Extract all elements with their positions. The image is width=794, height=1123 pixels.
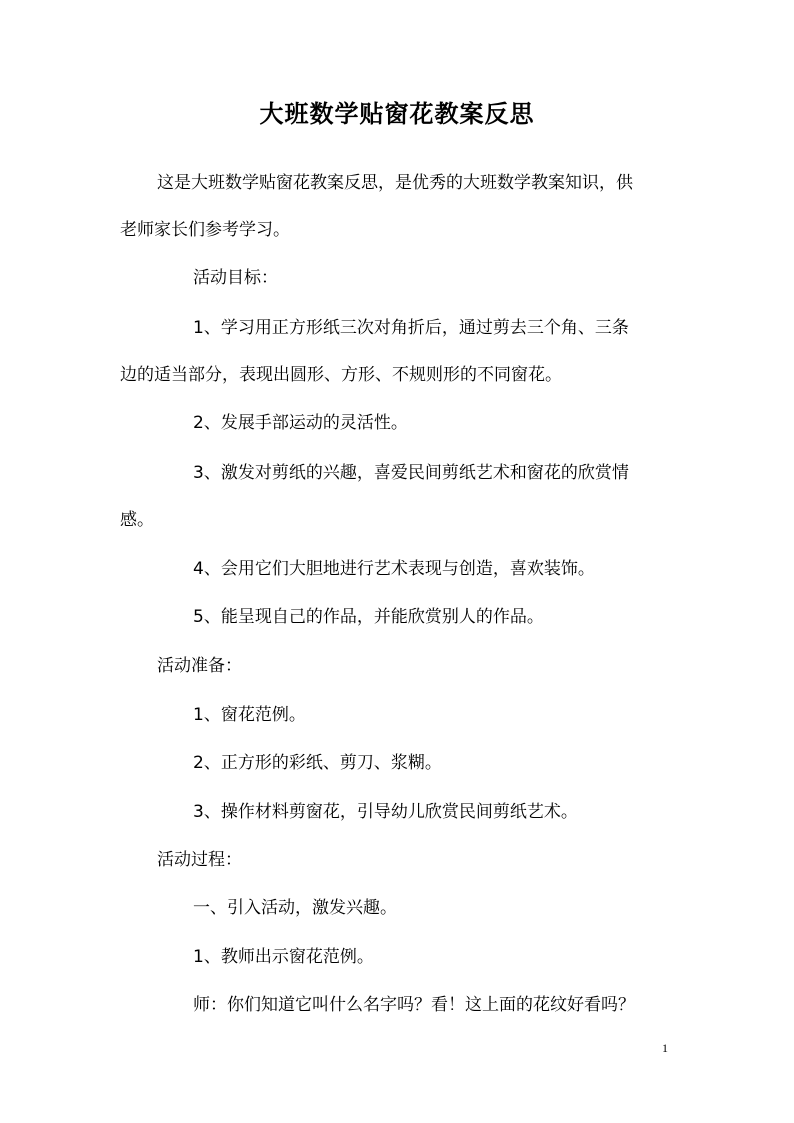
goal-3-line-2: 感。: [120, 510, 154, 530]
goal-1-line-1: 1、学习用正方形纸三次对角折后，通过剪去三个角、三条: [193, 318, 629, 338]
document-title: 大班数学贴窗花教案反思: [259, 100, 535, 128]
page-number: 1: [662, 1041, 668, 1055]
preparation-3: 3、操作材料剪窗花，引导幼儿欣赏民间剪纸艺术。: [193, 802, 578, 822]
preparation-2: 2、正方形的彩纸、剪刀、浆糊。: [193, 753, 442, 773]
goal-2: 2、发展手部运动的灵活性。: [193, 413, 408, 433]
preparation-1: 1、窗花范例。: [193, 705, 306, 725]
goal-5: 5、能呈现自己的作品，并能欣赏别人的作品。: [193, 607, 544, 627]
heading-activity-goals: 活动目标：: [193, 268, 278, 288]
heading-activity-preparation: 活动准备：: [157, 656, 242, 676]
teacher-dialogue: 师：你们知道它叫什么名字吗？看！这上面的花纹好看吗？: [193, 995, 635, 1015]
goal-4: 4、会用它们大胆地进行艺术表现与创造，喜欢装饰。: [193, 559, 595, 579]
goal-3-line-1: 3、激发对剪纸的兴趣，喜爱民间剪纸艺术和窗花的欣赏情: [193, 463, 629, 483]
heading-activity-process: 活动过程：: [157, 850, 242, 870]
goal-1-line-2: 边的适当部分，表现出圆形、方形、不规则形的不同窗花。: [120, 365, 562, 385]
process-step-1: 一、引入活动，激发兴趣。: [193, 898, 397, 918]
process-step-1-1: 1、教师出示窗花范例。: [193, 947, 374, 967]
paragraph-intro-line-2: 老师家长们参考学习。: [120, 220, 290, 240]
paragraph-intro-line-1: 这是大班数学贴窗花教案反思，是优秀的大班数学教案知识，供: [157, 173, 633, 193]
